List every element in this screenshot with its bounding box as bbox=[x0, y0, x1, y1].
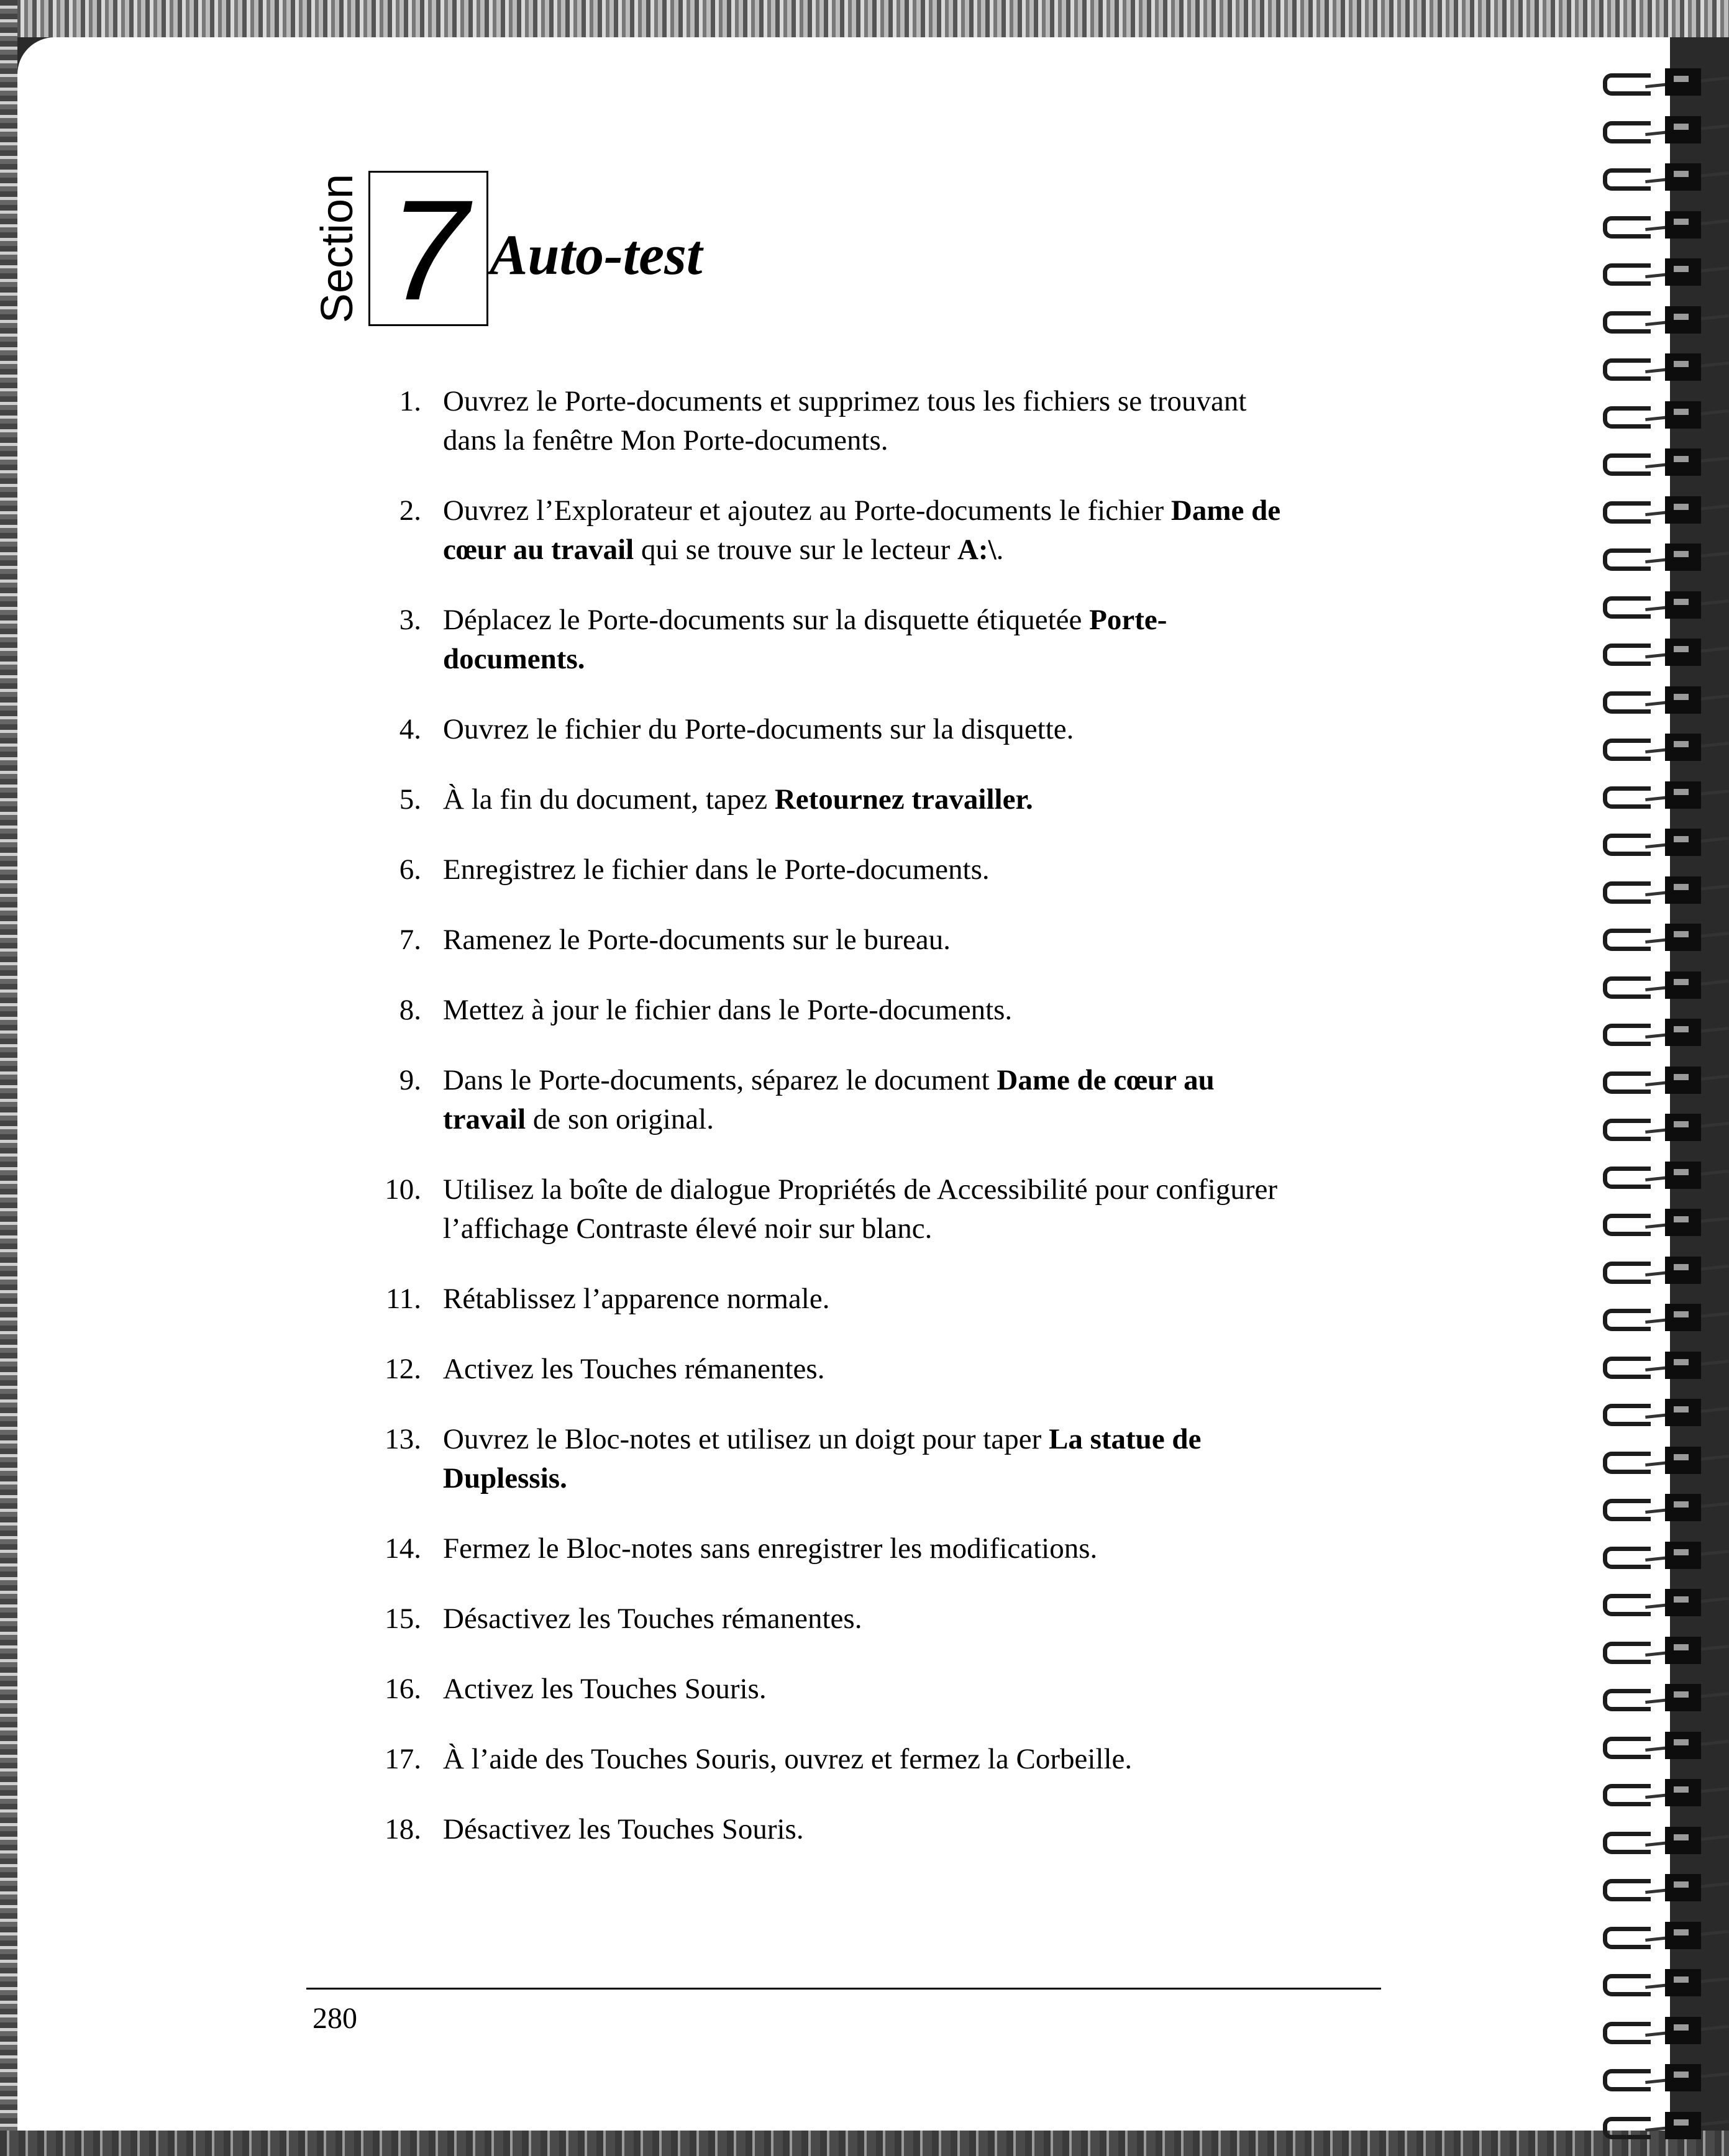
binding-coil bbox=[1590, 1155, 1729, 1193]
list-item-text bbox=[443, 1740, 1400, 1779]
spiral-binding bbox=[1590, 37, 1729, 2131]
binding-coil bbox=[1590, 1821, 1729, 1858]
section-label: Section bbox=[312, 173, 362, 324]
binding-coil bbox=[1590, 347, 1729, 384]
list-item bbox=[365, 1810, 1384, 1849]
binding-coil bbox=[1590, 1916, 1729, 1953]
list-item-text bbox=[443, 850, 1400, 889]
binding-coil bbox=[1590, 1250, 1729, 1288]
binding-coil bbox=[1590, 917, 1729, 955]
list-item-number: 4. bbox=[399, 713, 421, 745]
text-run: qui se trouve sur le lecteur bbox=[634, 534, 957, 566]
binding-coil bbox=[1590, 1488, 1729, 1525]
scan-top-edge bbox=[0, 0, 1729, 37]
text-run: Fermez le Bloc-notes sans enregistrer les modifications. bbox=[443, 1532, 1098, 1565]
binding-coil bbox=[1590, 110, 1729, 147]
document-page bbox=[17, 37, 1670, 2131]
bold-text: Dame de cœur au bbox=[997, 1064, 1215, 1096]
binding-coil bbox=[1590, 2106, 1729, 2143]
list-item-text bbox=[443, 382, 1400, 421]
text-run: Ouvrez le fichier du Porte-documents sur la disquette. bbox=[443, 713, 1074, 745]
text-run: Activez les Touches rémanentes. bbox=[443, 1353, 825, 1385]
list-item-number: 11. bbox=[385, 1283, 421, 1315]
binding-coil bbox=[1590, 1012, 1729, 1050]
binding-coil bbox=[1590, 442, 1729, 480]
section-number-box bbox=[368, 170, 488, 330]
list-item bbox=[365, 1670, 1384, 1709]
list-item-text bbox=[443, 991, 1400, 1030]
bold-text: Dame de bbox=[1170, 494, 1281, 527]
list-item bbox=[365, 710, 1384, 749]
list-item-text bbox=[443, 601, 1400, 640]
binding-coil bbox=[1590, 1535, 1729, 1573]
text-run: . bbox=[996, 534, 1004, 566]
list-item-text bbox=[443, 1280, 1400, 1319]
text-run: Activez les Touches Souris. bbox=[443, 1673, 767, 1705]
bold-text: travail bbox=[443, 1103, 526, 1135]
list-item-number: 6. bbox=[399, 853, 421, 886]
bold-text: cœur au travail bbox=[443, 534, 634, 566]
binding-coil bbox=[1590, 1773, 1729, 1810]
list-item-text bbox=[443, 1350, 1400, 1389]
list-item-number: 7. bbox=[399, 924, 421, 956]
list-item bbox=[365, 1529, 1384, 1568]
text-run: Ramenez le Porte-documents sur le bureau. bbox=[443, 924, 951, 956]
binding-coil bbox=[1590, 632, 1729, 670]
list-item-number: 18. bbox=[385, 1813, 421, 1845]
text-run: dans la fenêtre Mon Porte-documents. bbox=[443, 424, 888, 457]
list-item bbox=[365, 1061, 1384, 1139]
list-item-text bbox=[443, 1209, 1400, 1249]
list-item-number: 5. bbox=[399, 783, 421, 816]
binding-coil bbox=[1590, 1726, 1729, 1763]
list-item bbox=[365, 1350, 1384, 1389]
list-item-number: 13. bbox=[385, 1423, 421, 1455]
list-item-text bbox=[443, 921, 1400, 960]
list-item bbox=[365, 1599, 1384, 1639]
list-item-number: 1. bbox=[399, 385, 421, 417]
list-item-text bbox=[443, 530, 1400, 570]
scan-left-edge bbox=[0, 0, 17, 2156]
list-item-text bbox=[443, 1061, 1400, 1100]
list-item-number: 16. bbox=[385, 1673, 421, 1705]
binding-coil bbox=[1590, 252, 1729, 289]
list-item-number: 12. bbox=[385, 1353, 421, 1385]
bold-text: La statue de bbox=[1048, 1423, 1202, 1455]
list-item-number: 10. bbox=[385, 1173, 421, 1206]
binding-coil bbox=[1590, 1345, 1729, 1383]
binding-coil bbox=[1590, 2011, 1729, 2048]
text-run: Désactivez les Touches rémanentes. bbox=[443, 1603, 862, 1635]
binding-coil bbox=[1590, 1440, 1729, 1478]
list-item-text bbox=[443, 1810, 1400, 1849]
list-item bbox=[365, 601, 1384, 679]
list-item-text bbox=[443, 1170, 1400, 1209]
list-item-number: 15. bbox=[385, 1603, 421, 1635]
text-run: Mettez à jour le fichier dans le Porte-documents. bbox=[443, 994, 1013, 1026]
text-run: Dans le Porte-documents, séparez le document bbox=[443, 1064, 997, 1096]
list-item-text bbox=[443, 710, 1400, 749]
list-item-text bbox=[443, 1599, 1400, 1639]
binding-coil bbox=[1590, 775, 1729, 812]
text-run: Rétablissez l’apparence normale. bbox=[443, 1283, 830, 1315]
binding-coil bbox=[1590, 1393, 1729, 1430]
list-item-number: 3. bbox=[399, 604, 421, 636]
list-item-number: 9. bbox=[399, 1064, 421, 1096]
binding-coil bbox=[1590, 965, 1729, 1003]
text-run: Ouvrez l’Explorateur et ajoutez au Porte-documents le fichier bbox=[443, 494, 1171, 527]
list-item bbox=[365, 780, 1384, 819]
scan-bottom-edge bbox=[0, 2131, 1729, 2156]
text-run: de son original. bbox=[526, 1103, 714, 1135]
list-item-number: 8. bbox=[399, 994, 421, 1026]
text-run: Déplacez le Porte-documents sur la disquette étiquetée bbox=[443, 604, 1090, 636]
bold-text: Retournez travailler. bbox=[774, 783, 1033, 816]
list-item-number: 2. bbox=[399, 494, 421, 527]
bold-text: Porte- bbox=[1089, 604, 1167, 636]
list-item bbox=[365, 921, 1384, 960]
list-item-text bbox=[443, 421, 1400, 460]
list-item-number: 17. bbox=[385, 1743, 421, 1775]
binding-coil bbox=[1590, 300, 1729, 337]
binding-coil bbox=[1590, 870, 1729, 907]
bold-text: documents. bbox=[443, 643, 585, 675]
binding-coil bbox=[1590, 1631, 1729, 1668]
page-title: Auto-test bbox=[490, 223, 703, 286]
bold-text: Duplessis. bbox=[443, 1462, 567, 1494]
text-run: À la fin du document, tapez bbox=[443, 783, 775, 816]
text-run: l’affichage Contraste élevé noir sur blanc. bbox=[443, 1212, 933, 1245]
binding-coil bbox=[1590, 62, 1729, 99]
binding-coil bbox=[1590, 537, 1729, 575]
page-number: 280 bbox=[312, 2002, 357, 2035]
binding-coil bbox=[1590, 1298, 1729, 1335]
binding-coil bbox=[1590, 157, 1729, 194]
text-run: À l’aide des Touches Souris, ouvrez et fermez la Corbeille. bbox=[443, 1743, 1133, 1775]
text-run: Utilisez la boîte de dialogue Propriétés de Accessibilité pour configurer bbox=[443, 1173, 1278, 1206]
binding-coil bbox=[1590, 1583, 1729, 1620]
binding-coil bbox=[1590, 1678, 1729, 1715]
text-run: Enregistrez le fichier dans le Porte-documents. bbox=[443, 853, 990, 886]
binding-coil bbox=[1590, 680, 1729, 717]
list-item-text bbox=[443, 1100, 1400, 1139]
list-item bbox=[365, 382, 1384, 460]
list-item bbox=[365, 1170, 1384, 1249]
list-item-text bbox=[443, 1670, 1400, 1709]
list-item-text bbox=[443, 1459, 1400, 1498]
footer-rule bbox=[306, 1988, 1381, 1990]
text-run: Ouvrez le Bloc-notes et utilisez un doigt pour taper bbox=[443, 1423, 1049, 1455]
list-item-number: 14. bbox=[385, 1532, 421, 1565]
bold-text: A:\ bbox=[957, 534, 997, 566]
binding-coil bbox=[1590, 822, 1729, 860]
list-item-text bbox=[443, 640, 1400, 679]
list-item bbox=[365, 1280, 1384, 1319]
binding-coil bbox=[1590, 1060, 1729, 1098]
binding-coil bbox=[1590, 585, 1729, 622]
binding-coil bbox=[1590, 205, 1729, 242]
binding-coil bbox=[1590, 727, 1729, 765]
list-item-text bbox=[443, 1420, 1400, 1459]
binding-coil bbox=[1590, 1963, 1729, 2000]
list-item-text bbox=[443, 1529, 1400, 1568]
binding-coil bbox=[1590, 395, 1729, 432]
text-run: Ouvrez le Porte-documents et supprimez tous les fichiers se trouvant bbox=[443, 385, 1247, 417]
list-item bbox=[365, 1420, 1384, 1498]
section-number: 7 bbox=[388, 170, 468, 330]
list-item bbox=[365, 991, 1384, 1030]
list-item-text bbox=[443, 780, 1400, 819]
binding-coil bbox=[1590, 490, 1729, 527]
binding-coil bbox=[1590, 1108, 1729, 1145]
list-item bbox=[365, 491, 1384, 570]
binding-coil bbox=[1590, 1868, 1729, 1905]
binding-coil bbox=[1590, 1203, 1729, 1240]
list-item-text bbox=[443, 491, 1400, 530]
text-run: Désactivez les Touches Souris. bbox=[443, 1813, 804, 1845]
list-item bbox=[365, 1740, 1384, 1779]
binding-coil bbox=[1590, 2058, 1729, 2095]
list-item bbox=[365, 850, 1384, 889]
